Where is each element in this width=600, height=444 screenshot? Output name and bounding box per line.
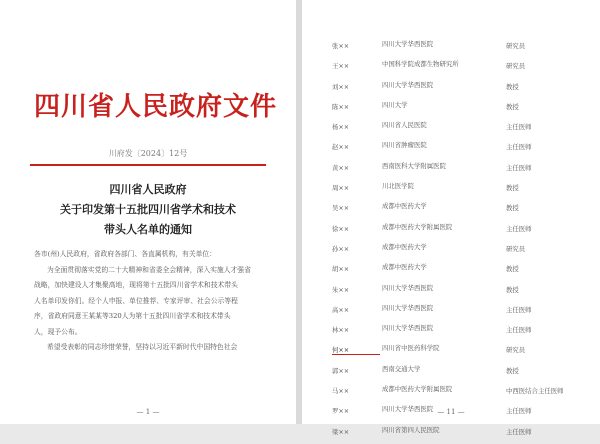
name-list-row	[332, 119, 572, 139]
job-title: 研究员	[506, 244, 526, 253]
name-list-row	[332, 261, 572, 281]
job-title: 研究员	[506, 62, 526, 71]
person-name: 徐××	[332, 224, 350, 233]
name-list-row	[332, 58, 572, 78]
person-name: 胡××	[332, 265, 350, 274]
person-name: 林××	[332, 326, 350, 335]
job-title: 主任医师	[506, 407, 532, 416]
job-title: 主任医师	[506, 326, 532, 335]
work-unit: 四川大学	[382, 100, 408, 109]
name-list-row	[332, 322, 572, 342]
job-title: 教授	[506, 285, 519, 294]
body-line: 为全面贯彻落实党的二十大精神和省委全会精神，深入实施人才强省	[47, 265, 251, 274]
person-name: 朱××	[332, 285, 350, 294]
work-unit: 四川大学华西医院	[382, 405, 434, 414]
person-name: 黄××	[332, 163, 350, 172]
page-number: — 11 —	[437, 408, 465, 416]
person-name: 孙××	[332, 244, 350, 253]
document-number: 川府发〔2024〕12号	[108, 149, 188, 158]
name-list-row	[332, 79, 572, 99]
work-unit: 四川大学华西医院	[382, 283, 434, 292]
work-unit: 四川大学华西医院	[382, 80, 434, 89]
job-title: 研究员	[506, 42, 526, 50]
name-list-row	[332, 424, 572, 444]
work-unit: 成都中医药大学	[382, 242, 427, 251]
person-name: 刘××	[332, 82, 350, 91]
work-unit: 成都中医药大学附属医院	[382, 385, 453, 394]
body-line: 希望受表彰的同志珍惜荣誉，坚持以习近平新时代中国特色社会	[47, 343, 238, 351]
name-list-row	[332, 180, 572, 200]
name-list-row	[332, 241, 572, 261]
job-title: 教授	[506, 102, 519, 111]
work-unit: 四川大学华西医院	[382, 324, 434, 333]
job-title: 主任医师	[506, 224, 532, 233]
body-line: 人名单印发你们。经个人申报、单位推荐、专家评审、社会公示等程	[34, 296, 238, 305]
job-title: 教授	[506, 366, 519, 375]
person-name: 马××	[332, 387, 350, 396]
work-unit: 四川省人民医院	[382, 121, 427, 130]
job-title: 主任医师	[506, 123, 532, 132]
person-name: 陈××	[332, 102, 350, 111]
name-list-row	[332, 302, 572, 322]
work-unit: 成都中医药大学附属医院	[382, 222, 453, 231]
work-unit: 四川省第四人民医院	[382, 425, 440, 434]
notice-title-line: 关于印发第十五批四川省学术和技术	[60, 203, 236, 216]
name-list-row	[332, 383, 572, 403]
notice-title	[0, 180, 296, 240]
name-list-row	[332, 200, 572, 220]
name-list-row	[332, 160, 572, 180]
red-divider-line	[30, 164, 266, 166]
body-line: 战略，加快建设人才集聚高地，现将第十五批四川省学术和技术带头	[34, 281, 238, 289]
job-title: 主任医师	[506, 163, 532, 172]
work-unit: 四川省肿瘤医院	[382, 141, 427, 150]
person-name: 杨××	[332, 123, 350, 132]
name-list-row	[332, 282, 572, 302]
body-line: 人，现予公布。	[34, 327, 82, 336]
name-list-row	[332, 221, 572, 241]
job-title: 教授	[506, 204, 519, 213]
work-unit: 西南交通大学	[382, 364, 421, 373]
person-name: 郭××	[332, 366, 350, 375]
name-list-row	[332, 342, 572, 362]
work-unit: 四川大学华西医院	[382, 303, 434, 312]
person-name: 罗××	[332, 407, 350, 416]
document-header-title: 四川省人民政府文件	[34, 92, 278, 122]
person-name: 周××	[332, 184, 350, 193]
job-title: 教授	[506, 184, 519, 193]
work-unit: 四川大学华西医院	[382, 40, 434, 48]
person-name: 赵××	[332, 143, 350, 152]
job-title: 主任医师	[506, 143, 532, 152]
work-unit: 成都中医药大学	[382, 202, 427, 211]
job-title: 教授	[506, 82, 519, 91]
job-title: 教授	[506, 265, 519, 274]
job-title: 研究员	[506, 346, 526, 355]
name-list-row	[332, 139, 572, 159]
body-line: 序，省政府同意王某某等320人为第十五批四川省学术和技术带头	[34, 312, 231, 320]
job-title: 主任医师	[506, 427, 532, 436]
work-unit: 中国科学院成都生物研究所	[382, 60, 459, 69]
person-name: 吴××	[332, 204, 350, 213]
person-name: 何××	[332, 346, 380, 355]
name-list	[332, 38, 572, 444]
person-name: 王××	[332, 62, 350, 71]
notice-body	[34, 247, 266, 356]
name-list-row	[332, 363, 572, 383]
person-name: 张××	[332, 42, 350, 50]
page-number: — 1 —	[136, 408, 160, 416]
notice-title-line: 四川省人民政府	[109, 183, 187, 196]
work-unit: 西南医科大学附属医院	[382, 161, 446, 170]
job-title: 主任医师	[506, 305, 532, 314]
right-page	[302, 0, 600, 436]
notice-title-line: 带头人名单的通知	[104, 223, 192, 236]
job-title: 中西医结合主任医师	[506, 387, 564, 396]
person-name: 高××	[332, 305, 350, 314]
name-list-row	[332, 99, 572, 119]
work-unit: 川北医学院	[382, 182, 414, 191]
left-page	[0, 0, 296, 424]
person-name: 梁××	[332, 427, 350, 436]
work-unit: 成都中医药大学	[382, 263, 427, 272]
work-unit: 四川省中医药科学院	[382, 344, 440, 353]
name-list-row	[332, 38, 572, 58]
body-line: 各市(州)人民政府，省政府各部门、各直属机构，有关单位：	[34, 250, 217, 258]
